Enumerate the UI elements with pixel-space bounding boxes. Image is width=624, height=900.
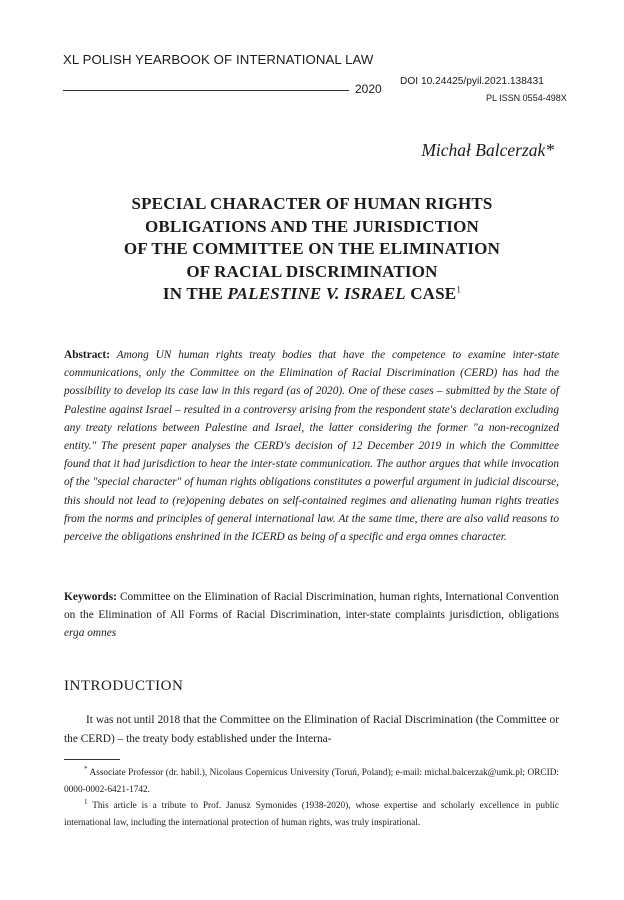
article-title — [40, 193, 584, 306]
author-name — [421, 140, 554, 161]
keywords — [64, 588, 559, 643]
title-line-1: SPECIAL CHARACTER OF HUMAN RIGHTS — [131, 194, 493, 213]
footnote-author-text: Associate Professor (dr. habil.), Nicolaus Copernicus University (Toruń, Poland); e-mail: michal.balcerzak@umk.pl; ORCID: 0000-0002-6421-1742. — [64, 768, 560, 795]
title-line-3: OF THE COMMITTEE ON THE ELIMINATION — [123, 239, 501, 258]
journal-title: XL POLISH YEARBOOK OF INTERNATIONAL LAW — [63, 52, 374, 67]
footnote-author-mark: * — [84, 764, 88, 773]
title-line-5-prefix: IN THE — [162, 284, 228, 303]
title-line-5 — [40, 283, 584, 306]
issn: PL ISSN 0554-498X — [486, 93, 567, 103]
author-footnote-mark: * — [545, 140, 554, 160]
footnote-1-mark: 1 — [84, 798, 88, 807]
header-rule — [63, 90, 349, 91]
title-line-2: OBLIGATIONS AND THE JURISDICTION — [144, 216, 480, 236]
abstract-label: Abstract: — [64, 349, 110, 361]
abstract — [64, 346, 559, 546]
footnotes — [64, 765, 559, 831]
introduction-paragraph: It was not until 2018 that the Committee on the Elimination of Racial Discrimination (the Committee or the CERD) – the treaty body established under the Interna- — [64, 714, 559, 745]
footnote-1 — [64, 798, 559, 831]
title-case-name: PALESTINE V. ISRAEL — [227, 284, 406, 303]
doi: DOI 10.24425/pyil.2021.138431 — [400, 76, 544, 87]
keywords-text: Committee on the Elimination of Racial Discrimination, human rights, International Convention on the Elimination of All Forms of Racial Discrimination, inter-state complaints jurisdiction, obligations — [64, 591, 559, 622]
keywords-italic-tail: erga omnes — [64, 627, 117, 640]
title-footnote-mark: 1 — [456, 284, 462, 295]
footnote-1-text: This article is a tribute to Prof. Janusz Symonides (1938-2020), whose expertise and scholarly excellence in public international law, including the international protection of human rights, was truly inspirational. — [64, 801, 560, 828]
footnote-rule — [64, 759, 120, 760]
author-name-text: Michał Balcerzak — [421, 140, 546, 160]
abstract-text: Among UN human rights treaty bodies that have the competence to examine inter-state communications, only the Committee on the Elimination of Racial Discrimination (CERD) has had the possibility to develop its case law in this regard (as of 2020). One of these cases – submitted by the State of Palestine against Israel – resulted in a controversy arising from the respondent state's declaration excluding any treaty relations between Palestine and Israel, the latter considering the former "a non-recognized entity." The present paper analyses the CERD's decision of 12 December 2019 in which the Committee found that it had jurisdiction to hear the inter-state communication. The author argues that while invocation of the "special character" of human rights obligations constitutes a powerful argument in judicial discourse, this should not lead to (re)opening debates on self-contained regimes and alienating human rights treaties from the norms and principles of general international law. At the same time, there are also valid reasons to perceive the obligations enshrined in the ICERD as being of a specific and erga omnes character. — [64, 349, 560, 544]
section-heading-introduction: INTRODUCTION — [64, 678, 184, 694]
footnote-author — [64, 765, 559, 798]
journal-year: 2020 — [355, 82, 382, 96]
title-line-5-suffix: CASE — [405, 284, 457, 303]
title-line-4: OF RACIAL DISCRIMINATION — [186, 261, 438, 281]
keywords-label: Keywords: — [64, 591, 117, 603]
